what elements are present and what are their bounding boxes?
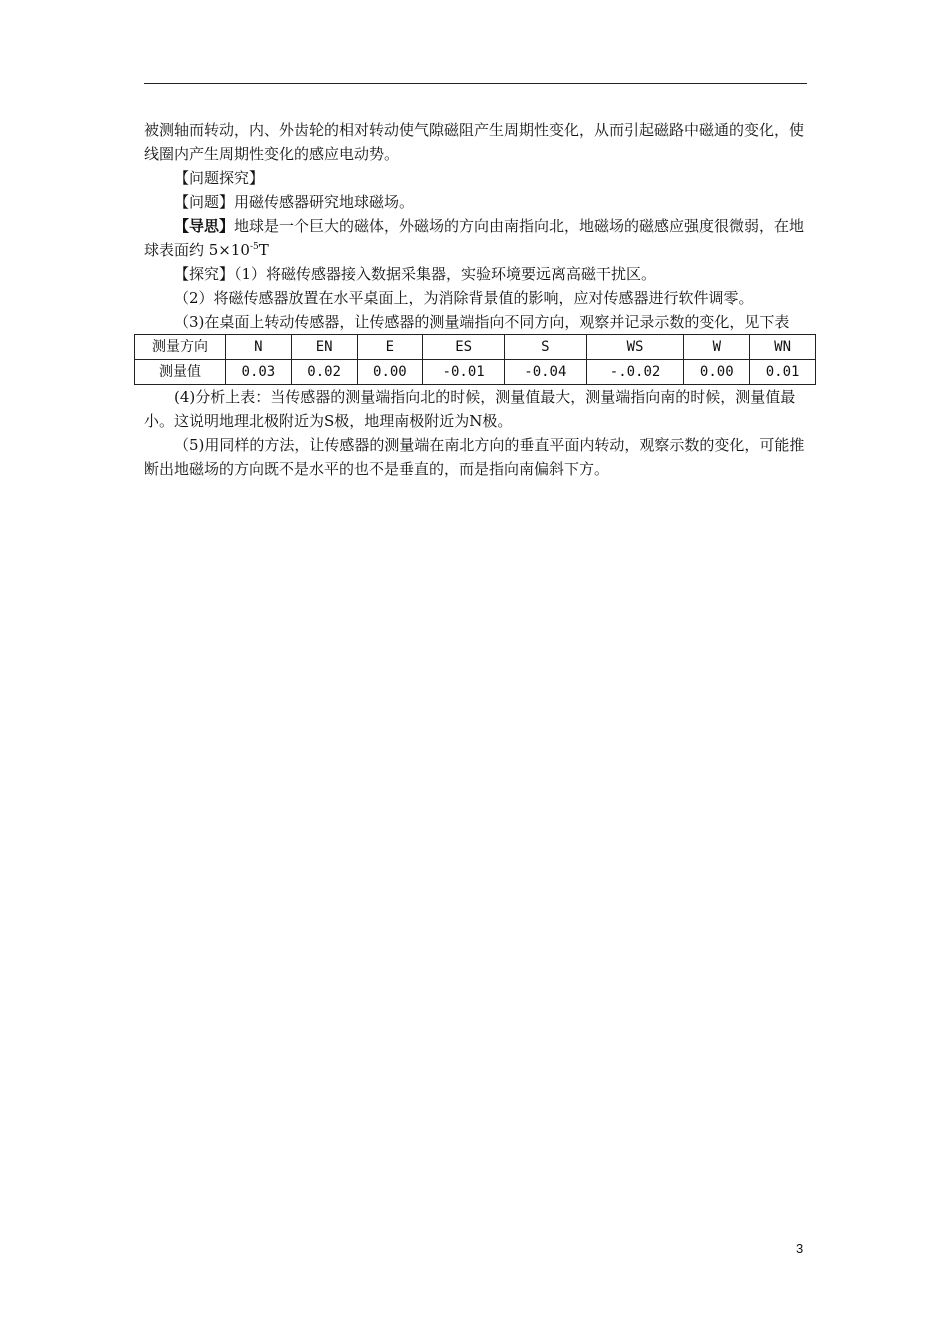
table-cell: N bbox=[226, 335, 292, 360]
guide-exponent: -5 bbox=[249, 242, 259, 252]
table-cell: EN bbox=[291, 335, 357, 360]
table-cell: ES bbox=[423, 335, 505, 360]
paragraph-1: 被测轴而转动，内、外齿轮的相对转动使气隙磁阻产生周期性变化，从而引起磁路中磁通的变化，使线圈内产生周期性变化的感应电动势。 bbox=[144, 121, 805, 163]
table-cell: -0.04 bbox=[504, 360, 586, 385]
conclusion-paragraph: （5)用同样的方法，让传感器的测量端在南北方向的垂直平面内转动，观察示数的变化，可能推断出地磁场的方向既不是水平的也不是垂直的，而是指向南偏斜下方。 bbox=[144, 436, 805, 478]
guide-paragraph bbox=[144, 214, 808, 262]
table-cell: WN bbox=[750, 335, 816, 360]
explore-paragraph-3: （3)在桌面上转动传感器，让传感器的测量端指向不同方向，观察并记录示数的变化，见下表 bbox=[174, 313, 790, 331]
table-cell: WS bbox=[586, 335, 684, 360]
table-row bbox=[135, 360, 816, 385]
table-cell: S bbox=[504, 335, 586, 360]
page-number: 3 bbox=[796, 1241, 804, 1256]
table-header-cell: 测量方向 bbox=[135, 335, 226, 360]
table-cell: -0.01 bbox=[423, 360, 505, 385]
table-cell: -.0.02 bbox=[586, 360, 684, 385]
explore-paragraph-1: 【探究】（1）将磁传感器接入数据采集器，实验环境要远离高磁干扰区。 bbox=[174, 265, 657, 283]
table-cell: 0.00 bbox=[357, 360, 423, 385]
guide-label: 【导思】 bbox=[174, 217, 235, 235]
guide-text: 地球是一个巨大的磁体，外磁场的方向由南指向北，地磁场的磁感应强度很微弱，在地球表面约 5×10 bbox=[144, 217, 805, 259]
table-cell: 0.01 bbox=[750, 360, 816, 385]
question-paragraph: 【问题】用磁传感器研究地球磁场。 bbox=[174, 193, 415, 211]
section-heading: 【问题探究】 bbox=[174, 169, 265, 187]
table-cell: 0.02 bbox=[291, 360, 357, 385]
explore-paragraph-2: （2）将磁传感器放置在水平桌面上，为消除背景值的影响，应对传感器进行软件调零。 bbox=[174, 289, 754, 307]
table-row bbox=[135, 335, 816, 360]
table-cell: 0.03 bbox=[226, 360, 292, 385]
table-cell: E bbox=[357, 335, 423, 360]
header-rule bbox=[144, 83, 807, 84]
analysis-paragraph: (4)分析上表：当传感器的测量端指向北的时候，测量值最大，测量端指向南的时候，测量值最小。这说明地理北极附近为S极，地理南极附近为N极。 bbox=[144, 388, 796, 430]
table-cell: 0.00 bbox=[684, 360, 750, 385]
document-body bbox=[144, 118, 808, 481]
table-header-cell: 测量值 bbox=[135, 360, 226, 385]
measurement-table bbox=[134, 334, 816, 385]
guide-unit: T bbox=[258, 241, 269, 259]
table-cell: W bbox=[684, 335, 750, 360]
